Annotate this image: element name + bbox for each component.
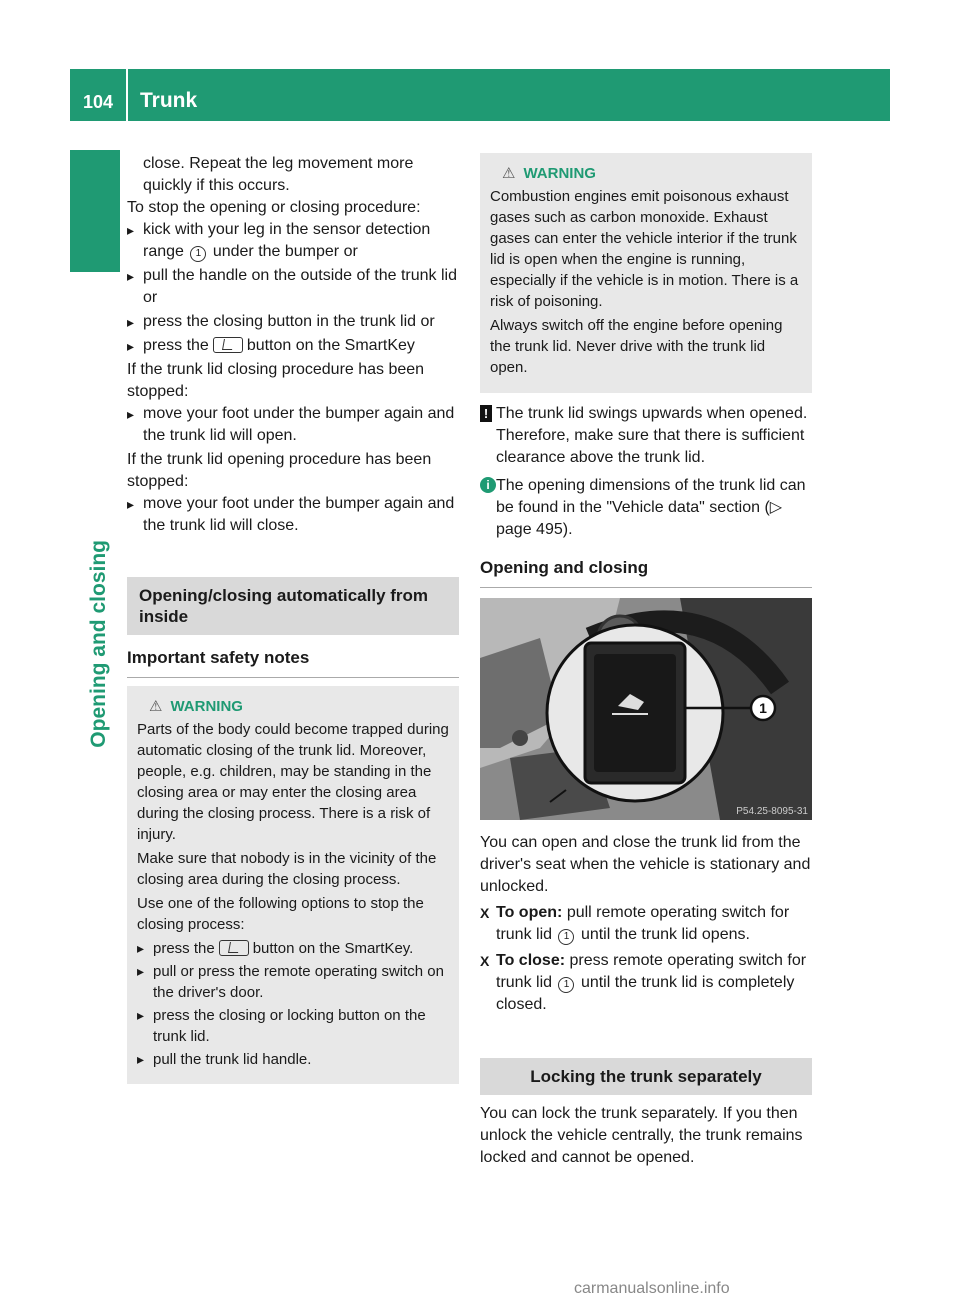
list-item: ▸ move your foot under the bumper again and the trunk lid will close. — [127, 493, 459, 537]
step-marker-icon: X — [480, 905, 490, 921]
list-item: ▸ press the button on the SmartKey — [127, 335, 459, 357]
list-item: ▸ press the closing or locking button on the trunk lid. — [137, 1005, 451, 1047]
close-stopped-list — [127, 403, 459, 447]
paragraph-close-stopped: If the trunk lid closing procedure has been stopped: — [127, 361, 425, 400]
note-clearance — [480, 403, 812, 469]
open-stopped-list — [127, 493, 459, 537]
subheading-opening-closing: Opening and closing — [480, 557, 812, 588]
section-title: Trunk — [140, 89, 198, 112]
right-column — [480, 153, 812, 1169]
list-item: ▸ pull the trunk lid handle. — [137, 1049, 451, 1070]
callout-1-icon: 1 — [558, 929, 574, 945]
step-close: X To close: press remote operating switch for trunk lid 1 until the trunk lid is completely closed. — [480, 952, 807, 1013]
callout-1-icon: 1 — [558, 977, 574, 993]
list-item: ▸ press the button on the SmartKey. — [137, 938, 451, 959]
steps-list — [480, 902, 812, 1016]
list-item: ▸ pull or press the remote operating switch on the driver's door. — [137, 961, 451, 1003]
side-tab — [84, 540, 114, 840]
heading-auto-close: Opening/closing automatically from inside — [127, 577, 459, 635]
list-item: ▸ press the closing button in the trunk lid or — [127, 311, 459, 333]
warning-box-exhaust — [480, 153, 812, 393]
side-tab-block — [70, 150, 120, 272]
warning-text: Combustion engines emit poisonous exhaust gases such as carbon monoxide. Exhaust gases can enter the vehicle interior if the trunk lid is open when the engine is running, especially if the vehicle is in motion. There is a risk of poisoning. — [490, 188, 799, 310]
list-item: ▸ move your foot under the bumper again and the trunk lid will open. — [127, 403, 459, 447]
step-open: X To open: pull remote operating switch for trunk lid 1 until the trunk lid opens. — [480, 904, 790, 943]
warning-title: ⚠ WARNING — [149, 698, 243, 715]
warning-text: Make sure that nobody is in the vicinity of the closing area during the closing process. — [137, 850, 437, 888]
header-divider — [126, 69, 128, 121]
note-dimensions — [480, 475, 812, 541]
door-switch-illustration — [480, 598, 812, 820]
info-icon: i — [480, 477, 496, 493]
side-tab-label: Opening and closing — [87, 540, 110, 748]
trunk-key-icon — [213, 337, 243, 353]
exclamation-icon: ! — [480, 405, 492, 422]
warning-triangle-icon: ⚠ — [502, 165, 516, 182]
warning-title: ⚠ WARNING — [502, 165, 596, 182]
warning-text: Use one of the following options to stop the closing process: — [137, 895, 424, 933]
list-item: ▸ kick with your leg in the sensor detection range 1 under the bumper or — [127, 219, 459, 263]
warning-options-list — [137, 938, 451, 1070]
paragraph-stop-procedure: To stop the opening or closing procedure: — [127, 199, 421, 216]
image-callout-label: 1 — [759, 700, 767, 716]
trunk-key-icon — [219, 940, 249, 956]
door-switch-photo — [480, 598, 812, 820]
warning-text: Parts of the body could become trapped during automatic closing of the trunk lid. Moreover, people, e.g. children, may be standing in the closing area or may enter the closing area during the closing process. There is a risk of injury. — [137, 721, 449, 843]
note-text: The opening dimensions of the trunk lid can be found in the "Vehicle data" section — [496, 477, 806, 516]
step-marker-icon: X — [480, 953, 490, 969]
paragraph-continuation: close. Repeat the leg movement more quickly if this occurs. — [143, 155, 414, 194]
list-item: ▸ pull the handle on the outside of the trunk lid or — [127, 265, 459, 309]
image-code: P54.25-8095-31 — [736, 806, 808, 817]
page-reference-link[interactable]: (▷ page 495). — [496, 499, 783, 538]
heading-lock-trunk: Locking the trunk separately — [480, 1058, 812, 1095]
paragraph-lock: You can lock the trunk separately. If you then unlock the vehicle centrally, the trunk remains locked and cannot be opened. — [480, 1105, 803, 1166]
subheading-safety-notes: Important safety notes — [127, 647, 459, 678]
paragraph-description: You can open and close the trunk lid from the driver's seat when the vehicle is stationary and unlocked. — [480, 834, 811, 895]
stop-options-list — [127, 219, 459, 357]
warning-text: Always switch off the engine before opening the trunk lid. Never drive with the trunk lid open. — [490, 317, 783, 376]
note-text: The trunk lid swings upwards when opened. Therefore, make sure that there is sufficient clearance above the trunk lid. — [496, 405, 808, 466]
left-column — [127, 153, 459, 1084]
warning-triangle-icon: ⚠ — [149, 698, 163, 715]
warning-box-trap — [127, 686, 459, 1084]
callout-1-icon: 1 — [190, 246, 206, 262]
paragraph-open-stopped: If the trunk lid opening procedure has been stopped: — [127, 451, 432, 490]
watermark-text: carmanualsonline.info — [574, 1280, 730, 1297]
page-number: 104 — [82, 92, 114, 112]
